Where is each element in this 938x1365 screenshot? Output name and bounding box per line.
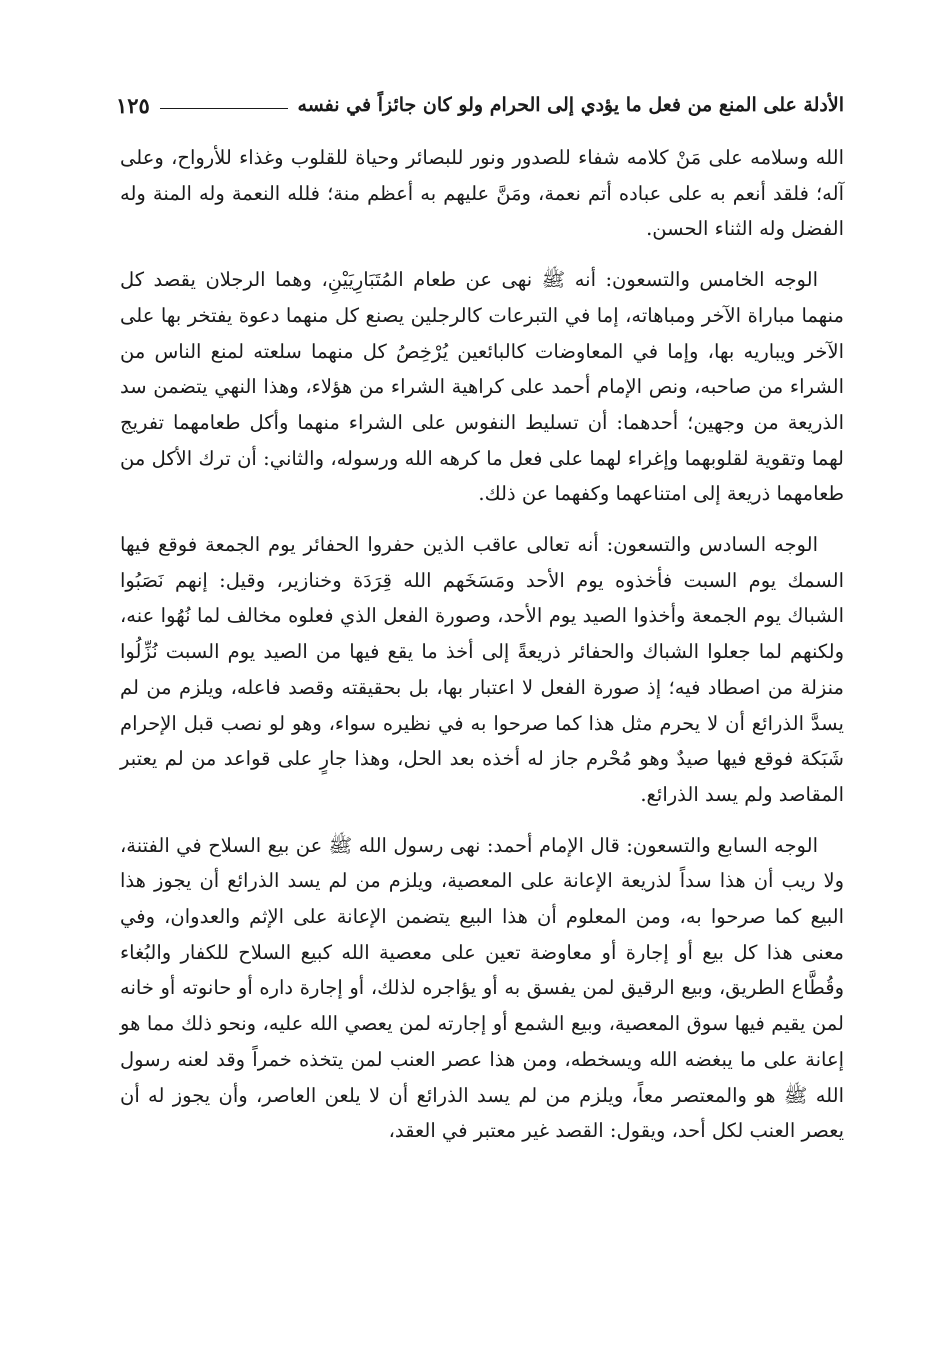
paragraph-continuation: الله وسلامه على مَنْ كلامه شفاء للصدور ونور للبصائر وحياة للقلوب وغذاء للأرواح، وعلى آله؛ فلقد أنعم به على عباده أتم نعمة، ومَنَّ عليهم به أعظم منة؛ فلله النعمة وله المنة وله الفضل وله الثناء الحسن. — [120, 146, 844, 241]
paragraph-aspect-97: الوجه السابع والتسعون: قال الإمام أحمد: نهى رسول الله ﷺ عن بيع السلاح في الفتنة، ولا ريب أن هذا سداً لذريعة الإعانة على المعصية، ويلزم من لم يسد الذرائع أن يجوز هذا البيع كما صرحوا به، ومن المعلوم أن هذا البيع يتضمن الإعانة على الإثم والعدوان، وفي معنى هذا كل بيع أو إجارة أو معاوضة تعين على معصية الله كبيع السلاح للكفار والبُغاء وقُطَّاع الطريق، وبيع الرقيق لمن يفسق به أو يؤاجره لذلك، أو إجارة داره أو حانوته أو خانه لمن يقيم فيها سوق المعصية، وبيع الشمع أو إجارته لمن يعصي الله عليه، ونحو ذلك مما هو إعانة على ما يبغضه الله ويسخطه، ومن هذا عصر العنب لمن يتخذه خمراً وقد لعنه رسول الله ﷺ هو والمعتصر معاً، ويلزم من لم يسد الذرائع أن لا يلعن العاصر، وأن يجوز له أن يعصر العنب لكل أحد، ويقول: القصد غير معتبر في العقد، — [120, 833, 844, 1143]
page-number: ١٢٥ — [116, 92, 150, 118]
paragraph-aspect-95: الوجه الخامس والتسعون: أنه ﷺ نهى عن طعام المُتَبَارِيَيْنِ، وهما الرجلان يقصد كل منهما مباراة الآخر ومباهاته، إما في التبرعات كالرجلين يصنع كل منهما دعوة يفتخر بها على الآخر ويباريه بها، وإما في المعاوضات كالبائعين يُرْخِصُ كل منهما سلعته لمنع الناس من الشراء من صاحبه، ونص الإمام أحمد على كراهية الشراء من هؤلاء، وهذا النهي يتضمن سد الذريعة من وجهين؛ أحدهما: أن تسليط النفوس على الشراء منهما وأكل طعامهما تفريج لهما وتقوية لقلوبهما وإغراء لهما على فعل ما كرهه الله ورسوله، والثاني: أن ترك الأكل من طعامهما ذريعة إلى امتناعهما وكفهما عن ذلك. — [120, 268, 844, 506]
header-rule — [160, 108, 288, 109]
paragraph-aspect-96: الوجه السادس والتسعون: أنه تعالى عاقب الذين حفروا الحفائر يوم الجمعة فوقع فيها السمك يوم السبت فأخذوه يوم الأحد ومَسَخَهم الله قِرَدَة وخنازير، وقيل: إنهم نَصَبُوا الشباك يوم الجمعة وأخذوا الصيد يوم الأحد، وصورة الفعل الذي فعلوه مخالف لما نُهُوا عنه، ولكنهم لما جعلوا الشباك والحفائر ذريعةً إلى أخذ ما يقع فيها من الصيد يوم السبت نُزِّلُوا منزلة من اصطاد فيه؛ إذ صورة الفعل لا اعتبار بها، بل بحقيقته وقصد فاعله، ويلزم من لم يسدَّ الذرائع أن لا يحرم مثل هذا كما صرحوا به في نظيره سواء، وهو لو نصب قبل الإحرام شَبَكة فوقع فيها صيدٌ وهو مُحْرم جاز له أخذه بعد الحل، وهذا جارٍ على قواعد من لم يعتبر المقاصد ولم يسد الذرائع. — [120, 533, 844, 806]
running-header — [116, 88, 844, 122]
running-title: الأدلة على المنع من فعل ما يؤدي إلى الحرام ولو كان جائزاً في نفسه — [297, 94, 844, 116]
body-text — [120, 140, 844, 1149]
